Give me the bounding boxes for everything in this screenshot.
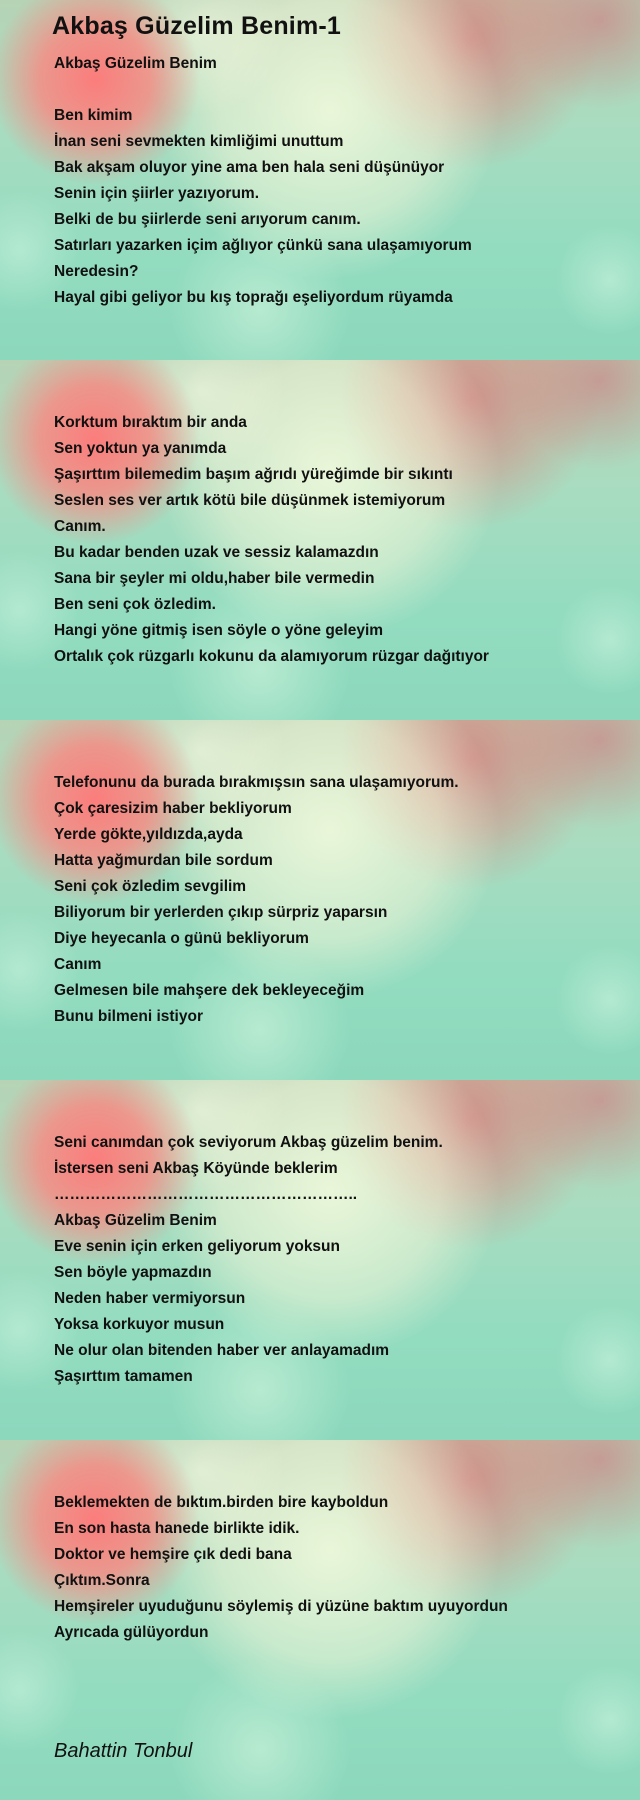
poem-line: Yoksa korkuyor musun — [54, 1316, 225, 1333]
poem-line: Hangi yöne gitmiş isen söyle o yöne geleyim — [54, 622, 384, 639]
poem-line: Akbaş Güzelim Benim — [54, 55, 217, 72]
poem-line: İnan seni sevmekten kimliğimi unuttum — [54, 133, 344, 150]
poem-line: Çok çaresizim haber bekliyorum — [54, 800, 292, 817]
poem-line: Neredesin? — [54, 263, 139, 280]
poem-line: Ben kimim — [54, 107, 133, 124]
poem-line: Neden haber vermiyorsun — [54, 1290, 246, 1307]
poem-line: Beklemekten de bıktım.birden bire kayboldun — [54, 1494, 389, 1511]
poem-line: Sen böyle yapmazdın — [54, 1264, 212, 1281]
poem-card-3 — [0, 720, 640, 1080]
poem-line: Şaşırttım tamamen — [54, 1368, 193, 1385]
poem-line: Yerde gökte,yıldızda,ayda — [54, 826, 243, 843]
poem-author: Bahattin Tonbul — [54, 1740, 193, 1762]
stanza-1 — [54, 51, 472, 311]
poem-line: İstersen seni Akbaş Köyünde beklerim — [54, 1160, 338, 1177]
poem-card-2 — [0, 360, 640, 720]
poem-line: Hatta yağmurdan bile sordum — [54, 852, 273, 869]
stanza-5 — [54, 1490, 508, 1646]
poem-line: Korktum bıraktım bir anda — [54, 414, 247, 431]
poem-line: Ortalık çok rüzgarlı kokunu da alamıyorum rüzgar dağıtıyor — [54, 648, 489, 665]
poem-title: Akbaş Güzelim Benim-1 — [52, 12, 342, 40]
poem-line: Telefonunu da burada bırakmışsın sana ulaşamıyorum. — [54, 774, 459, 791]
poem-line: En son hasta hanede birlikte idik. — [54, 1520, 300, 1537]
poem-line: Senin için şiirler yazıyorum. — [54, 185, 260, 202]
poem-line: Bunu bilmeni istiyor — [54, 1008, 203, 1025]
poem-card-5 — [0, 1440, 640, 1800]
poem-line: Hayal gibi geliyor bu kış toprağı eşeliyordum rüyamda — [54, 289, 453, 306]
blank-line — [54, 77, 472, 103]
poem-line: Doktor ve hemşire çık dedi bana — [54, 1546, 292, 1563]
poem-line: Bak akşam oluyor yine ama ben hala seni düşünüyor — [54, 159, 445, 176]
poem-line: Hemşireler uyuduğunu söylemiş di yüzüne baktım uyuyordun — [54, 1598, 508, 1615]
poem-line: Canım — [54, 956, 102, 973]
stanza-3 — [54, 770, 459, 1030]
poem-line: Satırları yazarken içim ağlıyor çünkü sana ulaşamıyorum — [54, 237, 472, 254]
poem-card-4 — [0, 1080, 640, 1440]
stanza-4 — [54, 1130, 443, 1390]
poem-line: Seni çok özledim sevgilim — [54, 878, 247, 895]
poem-line: Seni canımdan çok seviyorum Akbaş güzelim benim. — [54, 1134, 443, 1151]
poem-line: Şaşırttım bilemedim başım ağrıdı yüreğimde bir sıkıntı — [54, 466, 453, 483]
poem-line: Sana bir şeyler mi oldu,haber bile vermedin — [54, 570, 375, 587]
poem-line: Çıktım.Sonra — [54, 1572, 150, 1589]
poem-line: Gelmesen bile mahşere dek bekleyeceğim — [54, 982, 365, 999]
poem-line: Eve senin için erken geliyorum yoksun — [54, 1238, 340, 1255]
poem-line: Ben seni çok özledim. — [54, 596, 216, 613]
poem-line: Ayrıcada gülüyordun — [54, 1624, 209, 1641]
poem-card-1 — [0, 0, 640, 360]
poem-line: Bu kadar benden uzak ve sessiz kalamazdın — [54, 544, 379, 561]
stanza-2 — [54, 410, 489, 670]
poem-line: Sen yoktun ya yanımda — [54, 440, 227, 457]
poem-line: Biliyorum bir yerlerden çıkıp sürpriz yaparsın — [54, 904, 388, 921]
ellipsis-separator: ………………………………………………….. — [54, 1186, 358, 1203]
poem-line: Diye heyecanla o günü bekliyorum — [54, 930, 309, 947]
poem-line: Seslen ses ver artık kötü bile düşünmek istemiyorum — [54, 492, 446, 509]
poem-line: Belki de bu şiirlerde seni arıyorum canım. — [54, 211, 361, 228]
poem-line: Ne olur olan bitenden haber ver anlayamadım — [54, 1342, 390, 1359]
poem-line: Akbaş Güzelim Benim — [54, 1212, 217, 1229]
poem-line: Canım. — [54, 518, 106, 535]
